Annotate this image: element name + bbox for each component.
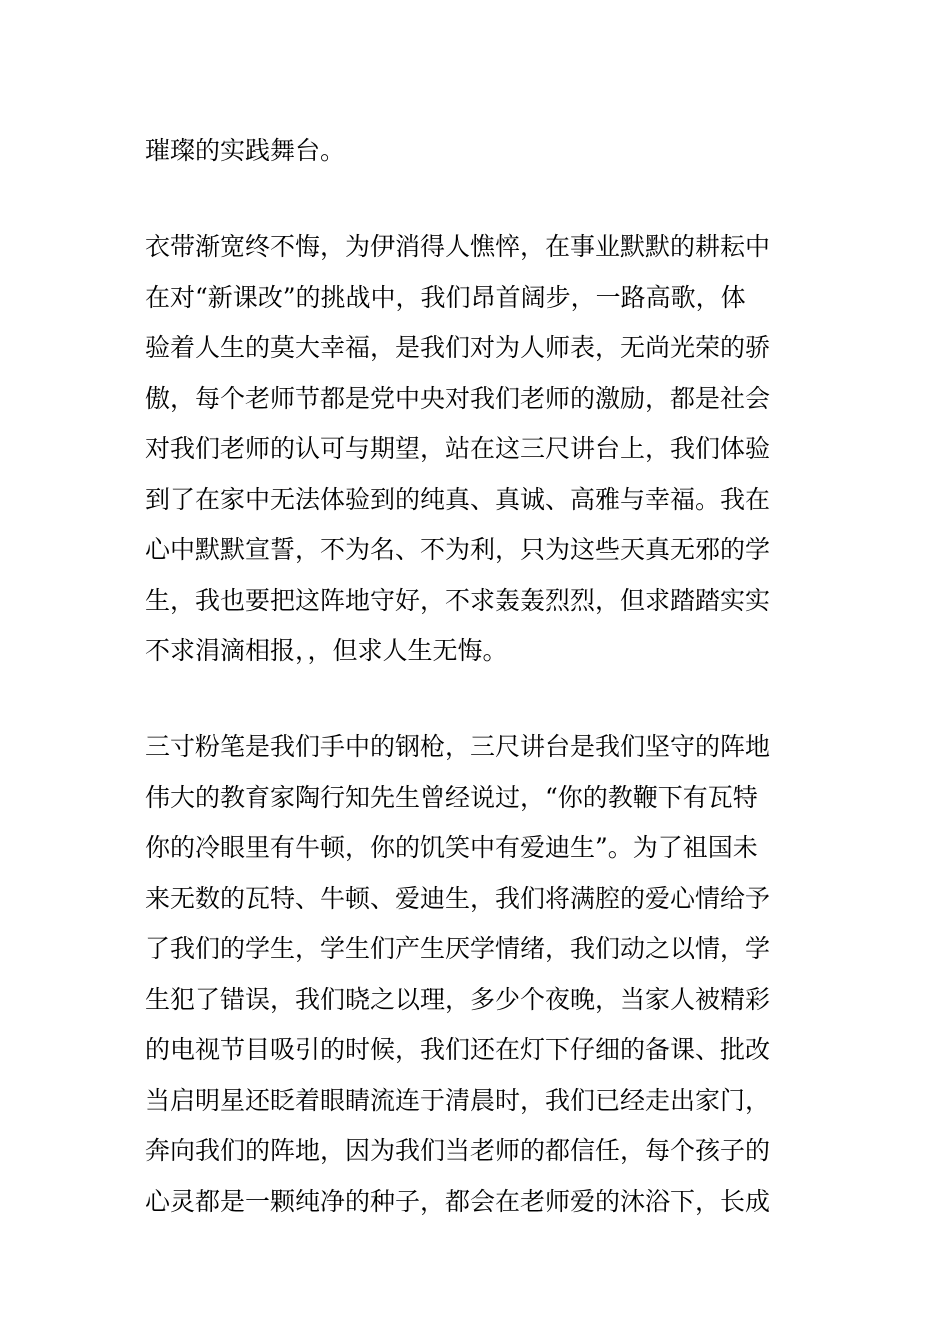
paragraph-2-line-8: 生，我也要把这阵地守好，不求轰轰烈烈，但求踏踏实实 [145, 586, 771, 615]
paragraph-2-line-7: 心中默默宣誓，不为名、不为利，只为这些天真无邪的学 [145, 535, 771, 564]
paragraph-3-line-3: 你的冷眼里有牛顿，你的饥笑中有爱迪生”。为了祖国未 [145, 833, 758, 862]
paragraph-3-line-10: 心灵都是一颗纯净的种子，都会在老师爱的沐浴下，长成 [145, 1187, 771, 1216]
paragraph-2-line-2: 在对“新课改”的挑战中，我们昂首阔步，一路高歌，体 [145, 283, 746, 312]
paragraph-3-line-1: 三寸粉笔是我们手中的钢枪，三尺讲台是我们坚守的阵地 [145, 732, 771, 761]
paragraph-3-line-5: 了我们的学生，学生们产生厌学情绪，我们动之以情，学 [145, 934, 771, 963]
paragraph-2-line-9: 不求涓滴相报，，但求人生无悔。 [145, 636, 508, 665]
paragraph-1-line-1: 璀璨的实践舞台。 [145, 136, 346, 165]
paragraph-3-line-4: 来无数的瓦特、牛顿、爱迪生，我们将满腔的爱心情给予 [145, 884, 771, 913]
paragraph-3-line-6: 生犯了错误，我们晓之以理，多少个夜晚，当家人被精彩 [145, 985, 771, 1014]
paragraph-2-line-1: 衣带渐宽终不悔，为伊消得人憔悴，在事业默默的耕耘中 [145, 232, 771, 261]
paragraph-3-line-7: 的电视节目吸引的时候，我们还在灯下仔细的备课、批改 [145, 1035, 771, 1064]
paragraph-2-line-4: 傲，每个老师节都是党中央对我们老师的激励，都是社会 [145, 384, 771, 413]
paragraph-3-line-9: 奔向我们的阵地，因为我们当老师的都信任，每个孩子的 [145, 1136, 771, 1165]
paragraph-2-line-5: 对我们老师的认可与期望，站在这三尺讲台上，我们体验 [145, 434, 771, 463]
paragraph-2-line-3: 验着人生的莫大幸福，是我们对为人师表，无尚光荣的骄 [145, 333, 771, 362]
paragraph-2-line-6: 到了在家中无法体验到的纯真、真诚、高雅与幸福。我在 [145, 485, 771, 514]
paragraph-3-line-8: 当启明星还眨着眼睛流连于清晨时，我们已经走出家门， [145, 1086, 771, 1115]
paragraph-3-line-2: 伟大的教育家陶行知先生曾经说过，“你的教鞭下有瓦特 [145, 783, 758, 812]
